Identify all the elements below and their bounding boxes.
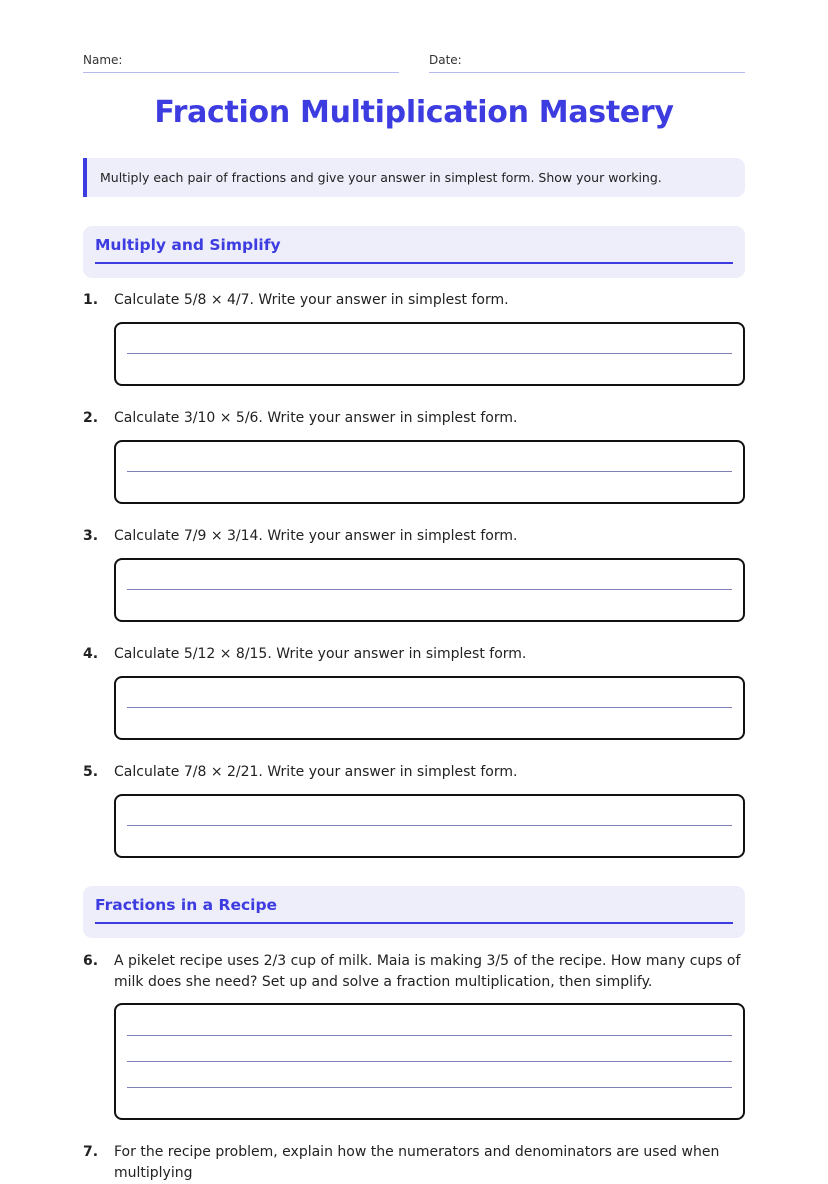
question-number: 2. [83,410,99,426]
question-number: 1. [83,292,99,308]
answer-line [127,1087,732,1088]
answer-box[interactable] [114,1003,745,1120]
section-header-multiply-and-simplify [83,226,745,278]
question-text: Calculate 3/10 × 5/6. Write your answer in simplest form. [114,410,518,426]
worksheet-title: Fraction Multiplication Mastery [154,95,674,130]
date-label: Date: [429,53,462,67]
question-number: 7. [83,1144,99,1160]
question-text: A pikelet recipe uses 2/3 cup of milk. Maia is making 3/5 of the recipe. How many cups of milk does she need? Set up and solve a fraction multiplication, then simplify. [114,953,741,990]
question-number: 4. [83,646,99,662]
question-text: Calculate 5/12 × 8/15. Write your answer in simplest form. [114,646,527,662]
answer-line [127,1035,732,1036]
name-label: Name: [83,53,123,67]
section-divider [95,262,733,264]
answer-box[interactable] [114,676,745,740]
question-text: Calculate 7/9 × 3/14. Write your answer in simplest form. [114,528,518,544]
section-divider [95,922,733,924]
answer-line [127,1061,732,1062]
answer-line [127,825,732,826]
question-number: 6. [83,953,99,969]
answer-box[interactable] [114,558,745,622]
answer-line [127,707,732,708]
section-header-fractions-in-a-recipe [83,886,745,938]
question-number: 3. [83,528,99,544]
date-field[interactable] [429,52,745,73]
answer-line [127,589,732,590]
question-text: For the recipe problem, explain how the numerators and denominators are used when multiplying [114,1144,720,1181]
name-field[interactable] [83,52,399,73]
question-text: Calculate 5/8 × 4/7. Write your answer in simplest form. [114,292,509,308]
section-title: Fractions in a Recipe [95,896,278,914]
answer-line [127,471,732,472]
header-fields [83,52,745,74]
answer-box[interactable] [114,440,745,504]
answer-box[interactable] [114,794,745,858]
answer-line [127,353,732,354]
answer-box[interactable] [114,322,745,386]
instructions-box: Multiply each pair of fractions and give your answer in simplest form. Show your working. [83,158,745,197]
question-text: Calculate 7/8 × 2/21. Write your answer in simplest form. [114,764,518,780]
section-title: Multiply and Simplify [95,236,281,254]
question-number: 5. [83,764,99,780]
